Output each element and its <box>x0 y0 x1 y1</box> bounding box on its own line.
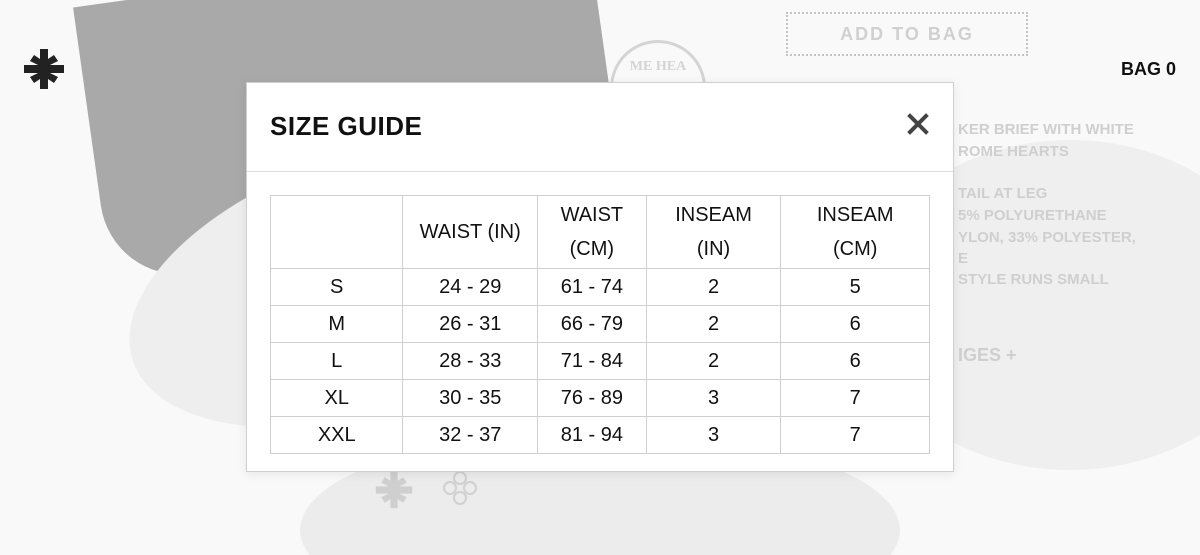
table-cell: 24 - 29 <box>403 269 538 306</box>
floral-cross-icon <box>442 470 478 506</box>
close-icon[interactable] <box>907 113 929 135</box>
table-cell: 3 <box>646 380 781 417</box>
size-cell: S <box>271 269 403 306</box>
table-cell: 6 <box>781 306 930 343</box>
table-cell: 2 <box>646 306 781 343</box>
cross-icon <box>372 470 416 510</box>
modal-header <box>247 83 953 172</box>
table-row <box>271 343 930 380</box>
table-cell: 30 - 35 <box>403 380 538 417</box>
table-cell: 7 <box>781 417 930 454</box>
size-cell: XL <box>271 380 403 417</box>
add-to-bag-button[interactable]: ADD TO BAG <box>786 12 1028 56</box>
table-cell: 71 - 84 <box>538 343 647 380</box>
table-cell: 6 <box>781 343 930 380</box>
description-line: E <box>958 250 969 267</box>
table-cell: 3 <box>646 417 781 454</box>
size-cell: L <box>271 343 403 380</box>
table-row <box>271 417 930 454</box>
description-line: STYLE RUNS SMALL <box>958 271 1109 288</box>
table-cell: 81 - 94 <box>538 417 647 454</box>
size-cell: XXL <box>271 417 403 454</box>
modal-title: SIZE GUIDE <box>270 111 423 141</box>
table-row <box>271 306 930 343</box>
description-line: KER BRIEF WITH WHITE <box>958 121 1134 138</box>
table-cell: 2 <box>646 343 781 380</box>
bag-link[interactable]: BAG 0 <box>1120 59 1176 79</box>
size-cell: M <box>271 306 403 343</box>
table-cell: 26 - 31 <box>403 306 538 343</box>
cross-logo-icon[interactable] <box>22 47 66 91</box>
table-cell: 61 - 74 <box>538 269 647 306</box>
description-line: 5% POLYURETHANE <box>958 207 1107 224</box>
table-cell: 76 - 89 <box>538 380 647 417</box>
exchanges-toggle[interactable]: IGES + <box>958 345 1017 365</box>
table-cell: 7 <box>781 380 930 417</box>
table-cell: 5 <box>781 269 930 306</box>
column-header: WAIST (CM) <box>538 196 647 269</box>
description-line: YLON, 33% POLYESTER, <box>958 229 1136 246</box>
size-guide-modal <box>246 82 954 472</box>
column-header: INSEAM (CM) <box>781 196 930 269</box>
column-header <box>271 196 403 269</box>
table-row <box>271 380 930 417</box>
size-table <box>270 195 930 454</box>
table-cell: 28 - 33 <box>403 343 538 380</box>
table-row <box>271 269 930 306</box>
table-header-row <box>271 196 930 269</box>
footer-icons <box>372 470 478 510</box>
description-line: TAIL AT LEG <box>958 185 1048 202</box>
table-cell: 2 <box>646 269 781 306</box>
description-line: ROME HEARTS <box>958 143 1069 160</box>
table-cell: 66 - 79 <box>538 306 647 343</box>
brand-seal-logo: ME HEA <box>610 40 706 136</box>
column-header: WAIST (IN) <box>403 196 538 269</box>
table-cell: 32 - 37 <box>403 417 538 454</box>
column-header: INSEAM (IN) <box>646 196 781 269</box>
